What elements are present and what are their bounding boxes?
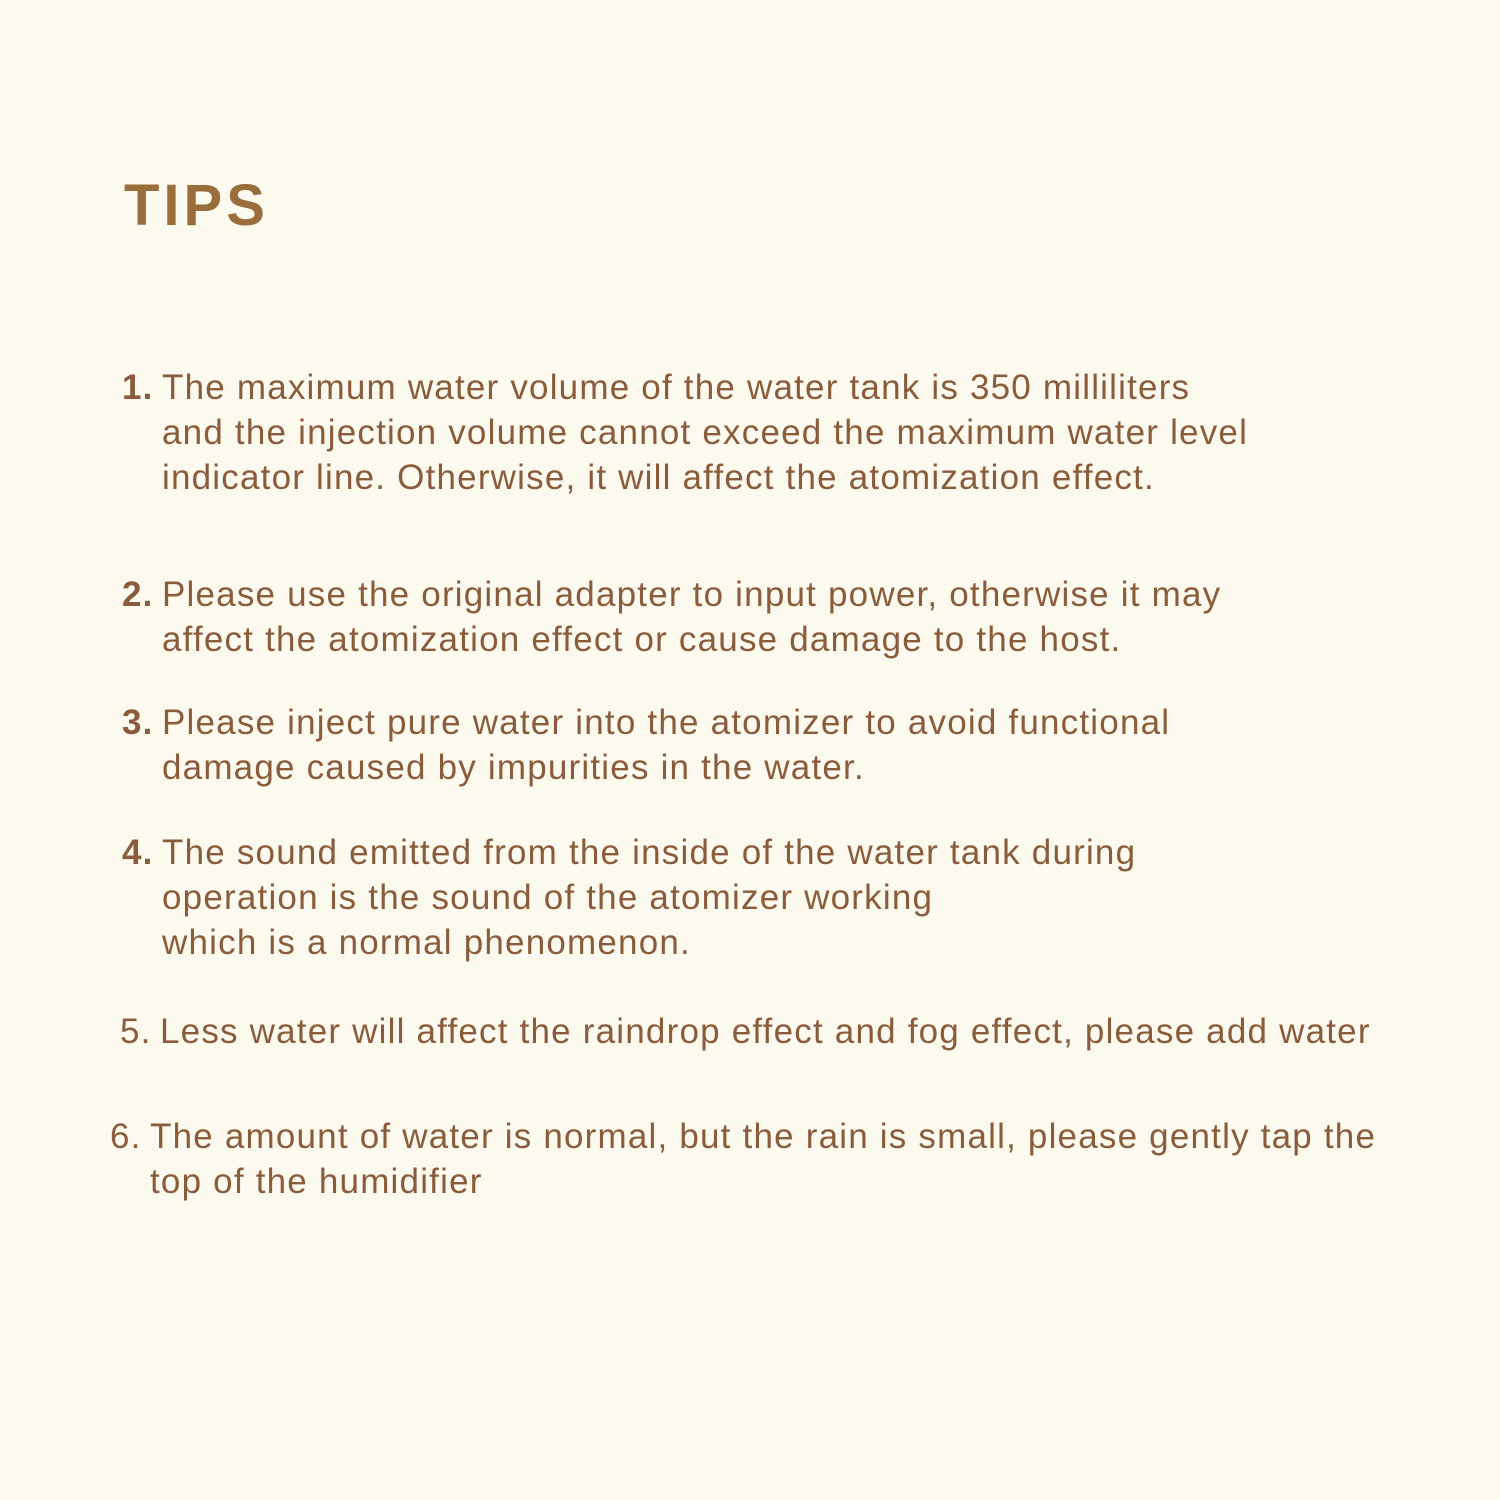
tip-line: [122, 830, 1460, 875]
tip-number: 1.: [122, 368, 154, 407]
tip-item-2: [122, 572, 1460, 662]
tip-text: The sound emitted from the inside of the water tank during: [162, 833, 1137, 872]
tip-line: affect the atomization effect or cause damage to the host.: [162, 620, 1122, 659]
tip-text: The maximum water volume of the water tank is 350 milliliters: [162, 368, 1191, 407]
tip-line: top of the humidifier: [150, 1162, 483, 1201]
tip-line: [122, 700, 1460, 745]
tip-item-4: [122, 830, 1460, 965]
tip-number: 4.: [122, 833, 154, 872]
tip-line: indicator line. Otherwise, it will affect the atomization effect.: [162, 458, 1155, 497]
tips-list: [110, 365, 1460, 1204]
tip-line: [122, 572, 1460, 617]
tip-text: Less water will affect the raindrop effect and fog effect, please add water: [160, 1012, 1371, 1051]
tip-item-1: [122, 365, 1460, 500]
page-title: TIPS: [124, 173, 269, 238]
tip-item-5: [120, 1009, 1460, 1054]
tip-number: 3.: [122, 703, 154, 742]
tip-text: The amount of water is normal, but the rain is small, please gently tap the: [150, 1117, 1377, 1156]
tip-text: Please inject pure water into the atomizer to avoid functional: [162, 703, 1171, 742]
tip-line: and the injection volume cannot exceed the maximum water level: [162, 413, 1249, 452]
tip-item-6: [110, 1114, 1460, 1204]
tip-line: [120, 1009, 1460, 1054]
tip-number: 5.: [120, 1012, 152, 1051]
tip-line: which is a normal phenomenon.: [162, 923, 691, 962]
tip-line: [122, 365, 1460, 410]
tip-item-3: [122, 700, 1460, 790]
tip-line: operation is the sound of the atomizer working: [162, 878, 934, 917]
tip-number: 2.: [122, 575, 154, 614]
tip-text: Please use the original adapter to input power, otherwise it may: [162, 575, 1222, 614]
tip-number: 6.: [110, 1117, 142, 1156]
tip-line: damage caused by impurities in the water.: [162, 748, 865, 787]
tip-line: [110, 1114, 1460, 1159]
